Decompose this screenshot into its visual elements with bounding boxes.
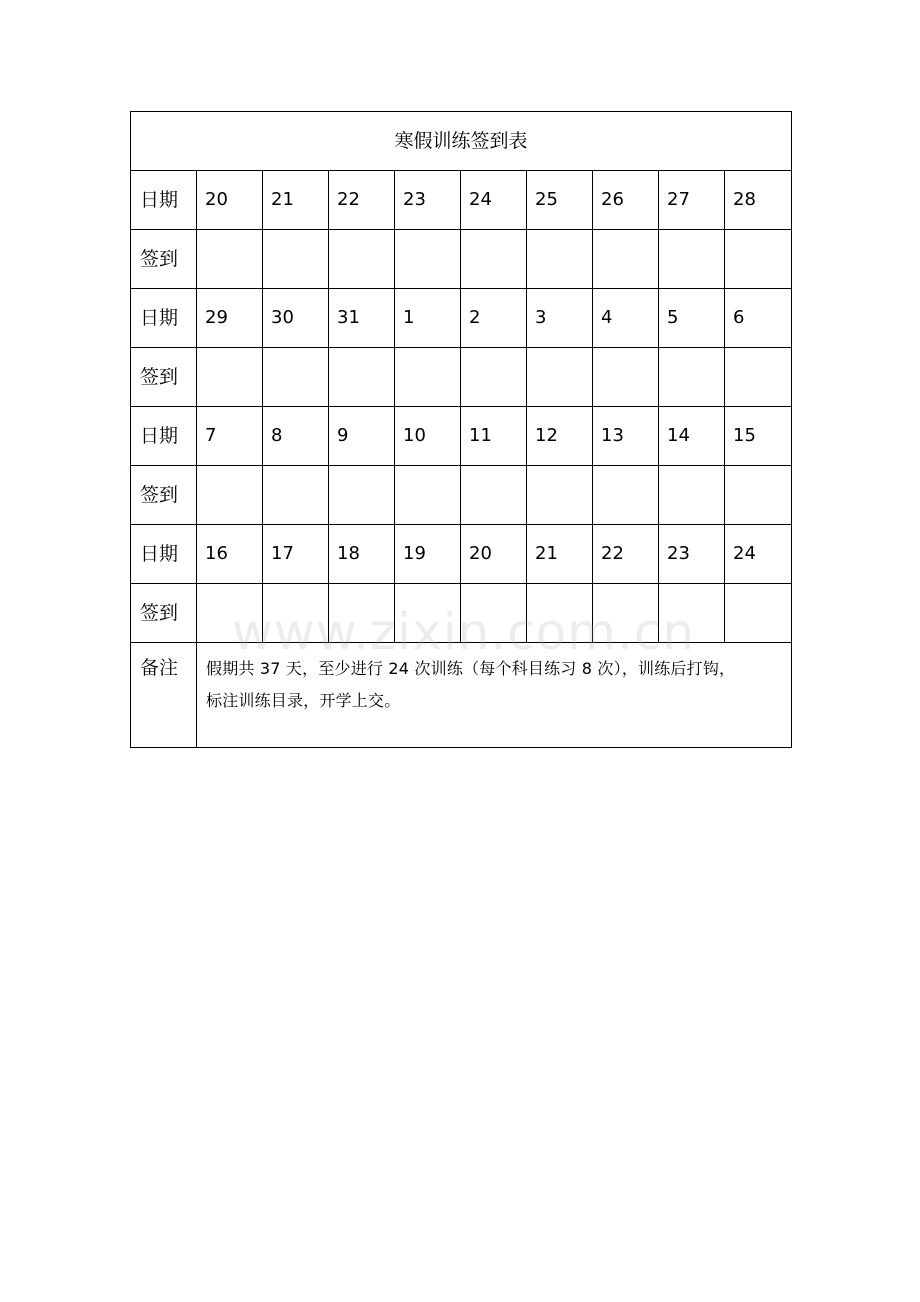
date-cell: 29 (197, 289, 263, 348)
signin-cell (593, 230, 659, 289)
date-cell: 20 (461, 525, 527, 584)
date-cell: 4 (593, 289, 659, 348)
signin-cell (329, 230, 395, 289)
signin-cell (263, 466, 329, 525)
date-cell: 30 (263, 289, 329, 348)
date-cell: 22 (593, 525, 659, 584)
signin-row (131, 584, 792, 643)
date-label: 日期 (131, 407, 197, 466)
date-cell: 23 (395, 171, 461, 230)
signin-cell (593, 348, 659, 407)
signin-cell (197, 348, 263, 407)
signin-cell (527, 230, 593, 289)
date-cell: 15 (725, 407, 792, 466)
date-row (131, 407, 792, 466)
date-cell: 13 (593, 407, 659, 466)
signin-cell (263, 230, 329, 289)
signin-row (131, 230, 792, 289)
date-cell: 3 (527, 289, 593, 348)
signin-cell (659, 466, 725, 525)
signin-cell (725, 348, 792, 407)
date-cell: 28 (725, 171, 792, 230)
signin-cell (329, 466, 395, 525)
date-cell: 23 (659, 525, 725, 584)
date-cell: 24 (461, 171, 527, 230)
signin-cell (659, 348, 725, 407)
date-label: 日期 (131, 289, 197, 348)
table-title: 寒假训练签到表 (131, 112, 792, 171)
date-cell: 19 (395, 525, 461, 584)
date-cell: 9 (329, 407, 395, 466)
signin-cell (395, 466, 461, 525)
signin-label: 签到 (131, 584, 197, 643)
signin-cell (263, 584, 329, 643)
signin-cell (527, 348, 593, 407)
date-cell: 18 (329, 525, 395, 584)
date-cell: 22 (329, 171, 395, 230)
date-cell: 31 (329, 289, 395, 348)
signin-cell (395, 348, 461, 407)
signin-cell (197, 584, 263, 643)
signin-cell (461, 466, 527, 525)
date-cell: 2 (461, 289, 527, 348)
date-cell: 27 (659, 171, 725, 230)
signin-cell (725, 230, 792, 289)
watermark: www.zixin.com.cn (232, 603, 696, 661)
signin-cell (659, 230, 725, 289)
signin-label: 签到 (131, 230, 197, 289)
signin-cell (197, 466, 263, 525)
date-cell: 25 (527, 171, 593, 230)
signin-cell (593, 584, 659, 643)
signin-cell (395, 230, 461, 289)
note-text (197, 643, 792, 748)
date-cell: 5 (659, 289, 725, 348)
date-row (131, 525, 792, 584)
date-cell: 11 (461, 407, 527, 466)
date-row (131, 171, 792, 230)
date-cell: 16 (197, 525, 263, 584)
date-cell: 6 (725, 289, 792, 348)
signin-row (131, 348, 792, 407)
signin-cell (527, 466, 593, 525)
date-cell: 1 (395, 289, 461, 348)
date-row (131, 289, 792, 348)
date-cell: 14 (659, 407, 725, 466)
date-cell: 24 (725, 525, 792, 584)
date-cell: 8 (263, 407, 329, 466)
signin-cell (197, 230, 263, 289)
date-cell: 7 (197, 407, 263, 466)
note-line: 假期共 37 天，至少进行 24 次训练（每个科目练习 8 次），训练后打钩， (206, 659, 736, 678)
signin-cell (329, 348, 395, 407)
signin-cell (461, 584, 527, 643)
signin-cell (659, 584, 725, 643)
signin-cell (725, 584, 792, 643)
signin-cell (461, 230, 527, 289)
date-cell: 21 (263, 171, 329, 230)
date-cell: 12 (527, 407, 593, 466)
signin-cell (395, 584, 461, 643)
signin-cell (527, 584, 593, 643)
date-cell: 10 (395, 407, 461, 466)
date-label: 日期 (131, 525, 197, 584)
signin-cell (461, 348, 527, 407)
note-row (131, 643, 792, 748)
signin-label: 签到 (131, 466, 197, 525)
signin-row (131, 466, 792, 525)
date-cell: 20 (197, 171, 263, 230)
date-cell: 26 (593, 171, 659, 230)
date-cell: 17 (263, 525, 329, 584)
date-cell: 21 (527, 525, 593, 584)
note-line: 标注训练目录，开学上交。 (206, 691, 401, 710)
note-label: 备注 (131, 643, 197, 748)
signin-cell (263, 348, 329, 407)
date-label: 日期 (131, 171, 197, 230)
signin-cell (329, 584, 395, 643)
signin-label: 签到 (131, 348, 197, 407)
signin-cell (593, 466, 659, 525)
signin-cell (725, 466, 792, 525)
signin-table (130, 111, 792, 748)
